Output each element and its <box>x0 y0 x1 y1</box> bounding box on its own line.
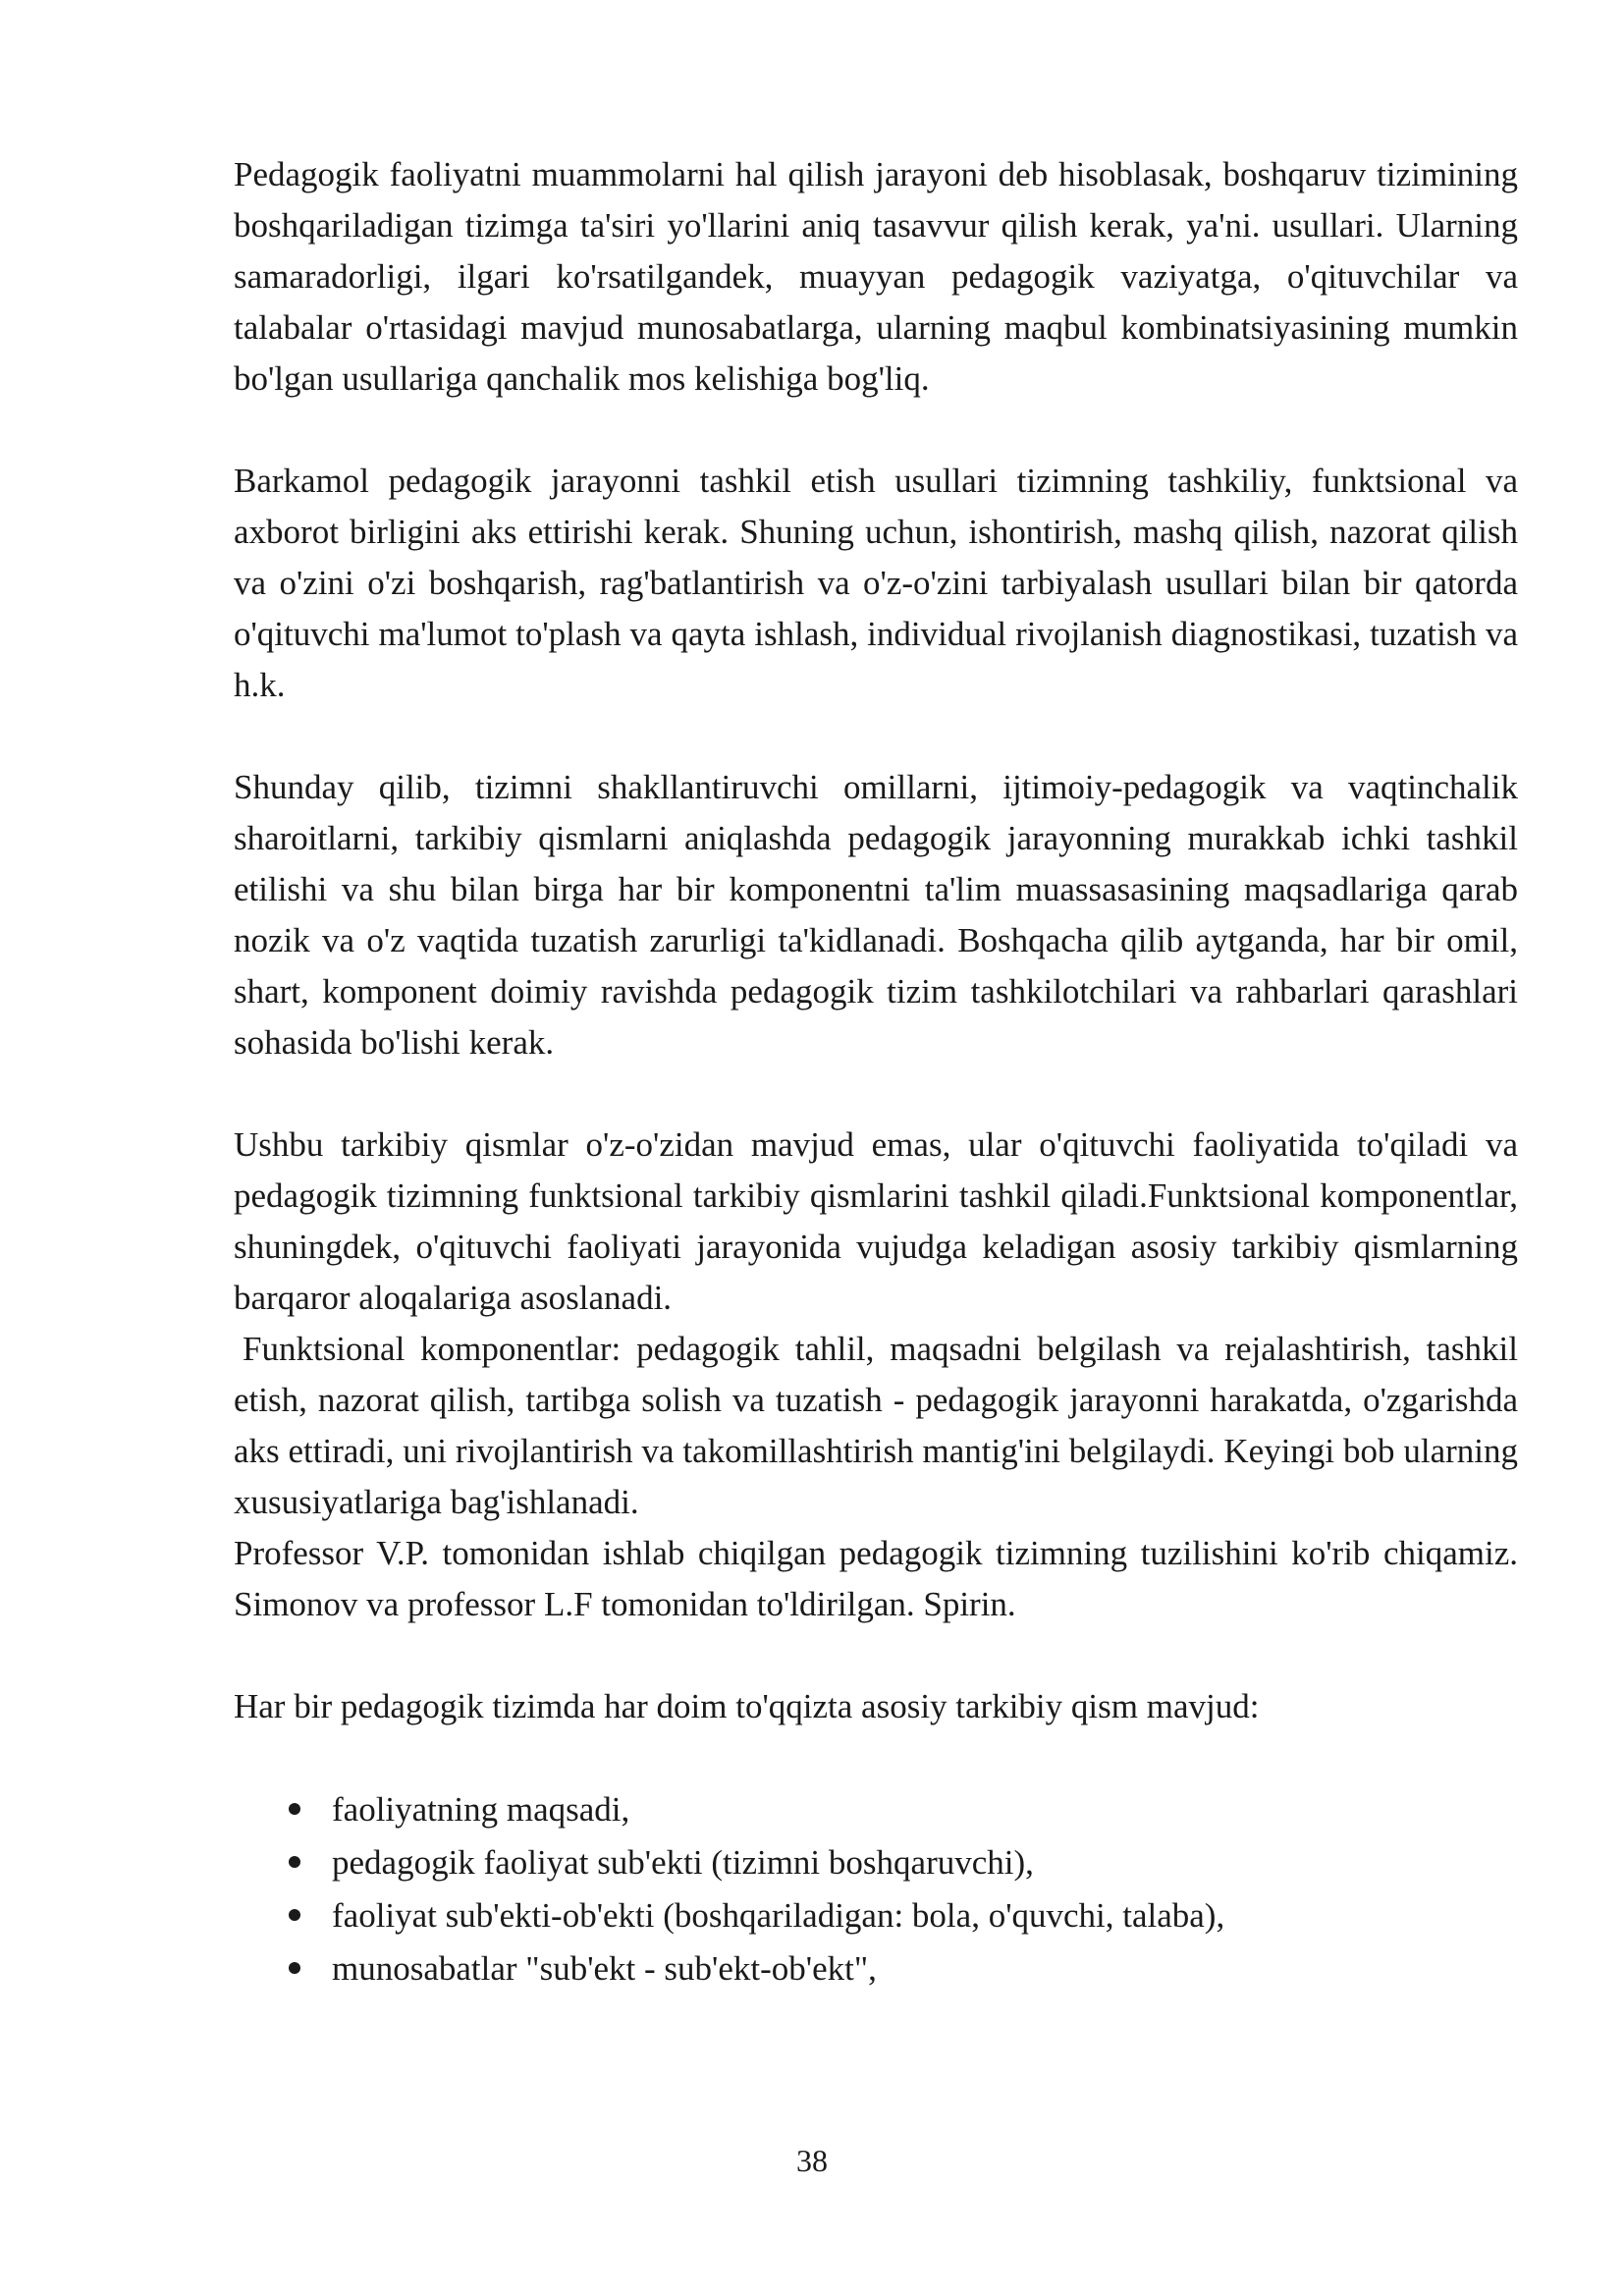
list-item-text: pedagogik faoliyat sub'ekti (tizimni boshqaruvchi), <box>332 1843 1034 1882</box>
paragraph-2: Barkamol pedagogik jarayonni tashkil etish usullari tizimning tashkiliy, funktsional va axborot birligini aks ettirishi kerak. Shuning uchun, ishontirish, mashq qilish, nazorat qilish va o'zini o'zi boshqarish, rag'batlantirish va o'z-o'zini tarbiyalash usullari bilan bir qatorda o'qituvchi ma'lumot to'plash va qayta ishlash, individual rivojlanish diagnostikasi, tuzatish va h.k. <box>234 462 1518 704</box>
paragraph-7: Har bir pedagogik tizimda har doim to'qqizta asosiy tarkibiy qism mavjud: <box>234 1687 1260 1725</box>
paragraph-6: Professor V.P. tomonidan ishlab chiqilgan pedagogik tizimning tuzilishini ko'rib chiqamiz. Simonov va professor L.F tomonidan to'ldirilgan. Spirin. <box>234 1534 1518 1623</box>
paragraph-gap <box>234 1732 1518 1783</box>
document-page <box>234 149 1518 1995</box>
bullet-icon <box>289 1962 300 1974</box>
list-item-text: munosabatlar "sub'ekt - sub'ekt-ob'ekt", <box>332 1949 877 1988</box>
paragraph-gap <box>234 1630 1518 1681</box>
list-item <box>234 1783 1518 1836</box>
paragraph-3: Shunday qilib, tizimni shakllantiruvchi omillarni, ijtimoiy-pedagogik va vaqtinchalik sharoitlarni, tarkibiy qismlarni aniqlashda pedagogik jarayonning murakkab ichki tashkil etilishi va shu bilan birga har bir komponentni ta'lim muassasasining maqsadlariga qarab nozik va o'z vaqtida tuzatish zarurligi ta'kidlanadi. Boshqacha qilib aytganda, har bir omil, shart, komponent doimiy ravishda pedagogik tizim tashkilotchilari va rahbarlari qarashlari sohasida bo'lishi kerak. <box>234 768 1518 1062</box>
bullet-list <box>234 1783 1518 1995</box>
list-item <box>234 1836 1518 1889</box>
paragraph-4: Ushbu tarkibiy qismlar o'z-o'zidan mavjud emas, ular o'qituvchi faoliyatida to'qiladi va pedagogik tizimning funktsional tarkibiy qismlarini tashkil qiladi.Funktsional komponentlar, shuningdek, o'qituvchi faoliyati jarayonida vujudga keladigan asosiy tarkibiy qismlarning barqaror aloqalariga asoslanadi. <box>234 1125 1518 1317</box>
list-item-text: faoliyat sub'ekti-ob'ekti (boshqariladigan: bola, o'quvchi, talaba), <box>332 1896 1225 1935</box>
paragraph-5: Funktsional komponentlar: pedagogik tahlil, maqsadni belgilash va rejalashtirish, tashkil etish, nazorat qilish, tartibga solish va tuzatish - pedagogik jarayonni harakatda, o'zgarishda aks ettiradi, uni rivojlantirish va takomillashtirish mantig'ini belgilaydi. Keyingi bob ularning xususiyatlariga bag'ishlanadi. <box>234 1330 1518 1521</box>
paragraph-gap <box>234 711 1518 762</box>
paragraph-1: Pedagogik faoliyatni muammolarni hal qilish jarayoni deb hisoblasak, boshqaruv tizimining boshqariladigan tizimga ta'siri yo'llarini aniq tasavvur qilish kerak, ya'ni. usullari. Ularning samaradorligi, ilgari ko'rsatilgandek, muayyan pedagogik vaziyatga, o'qituvchilar va talabalar o'rtasidagi mavjud munosabatlarga, ularning maqbul kombinatsiyasining mumkin bo'lgan usullariga qanchalik mos kelishiga bog'liq. <box>234 155 1518 398</box>
paragraph-gap <box>234 405 1518 456</box>
list-item <box>234 1889 1518 1942</box>
bullet-icon <box>289 1909 300 1921</box>
bullet-icon <box>289 1803 300 1815</box>
bullet-icon <box>289 1856 300 1868</box>
list-item <box>234 1942 1518 1995</box>
list-item-text: faoliyatning maqsadi, <box>332 1790 630 1829</box>
page-number: 38 <box>796 2143 828 2178</box>
paragraph-gap <box>234 1068 1518 1120</box>
